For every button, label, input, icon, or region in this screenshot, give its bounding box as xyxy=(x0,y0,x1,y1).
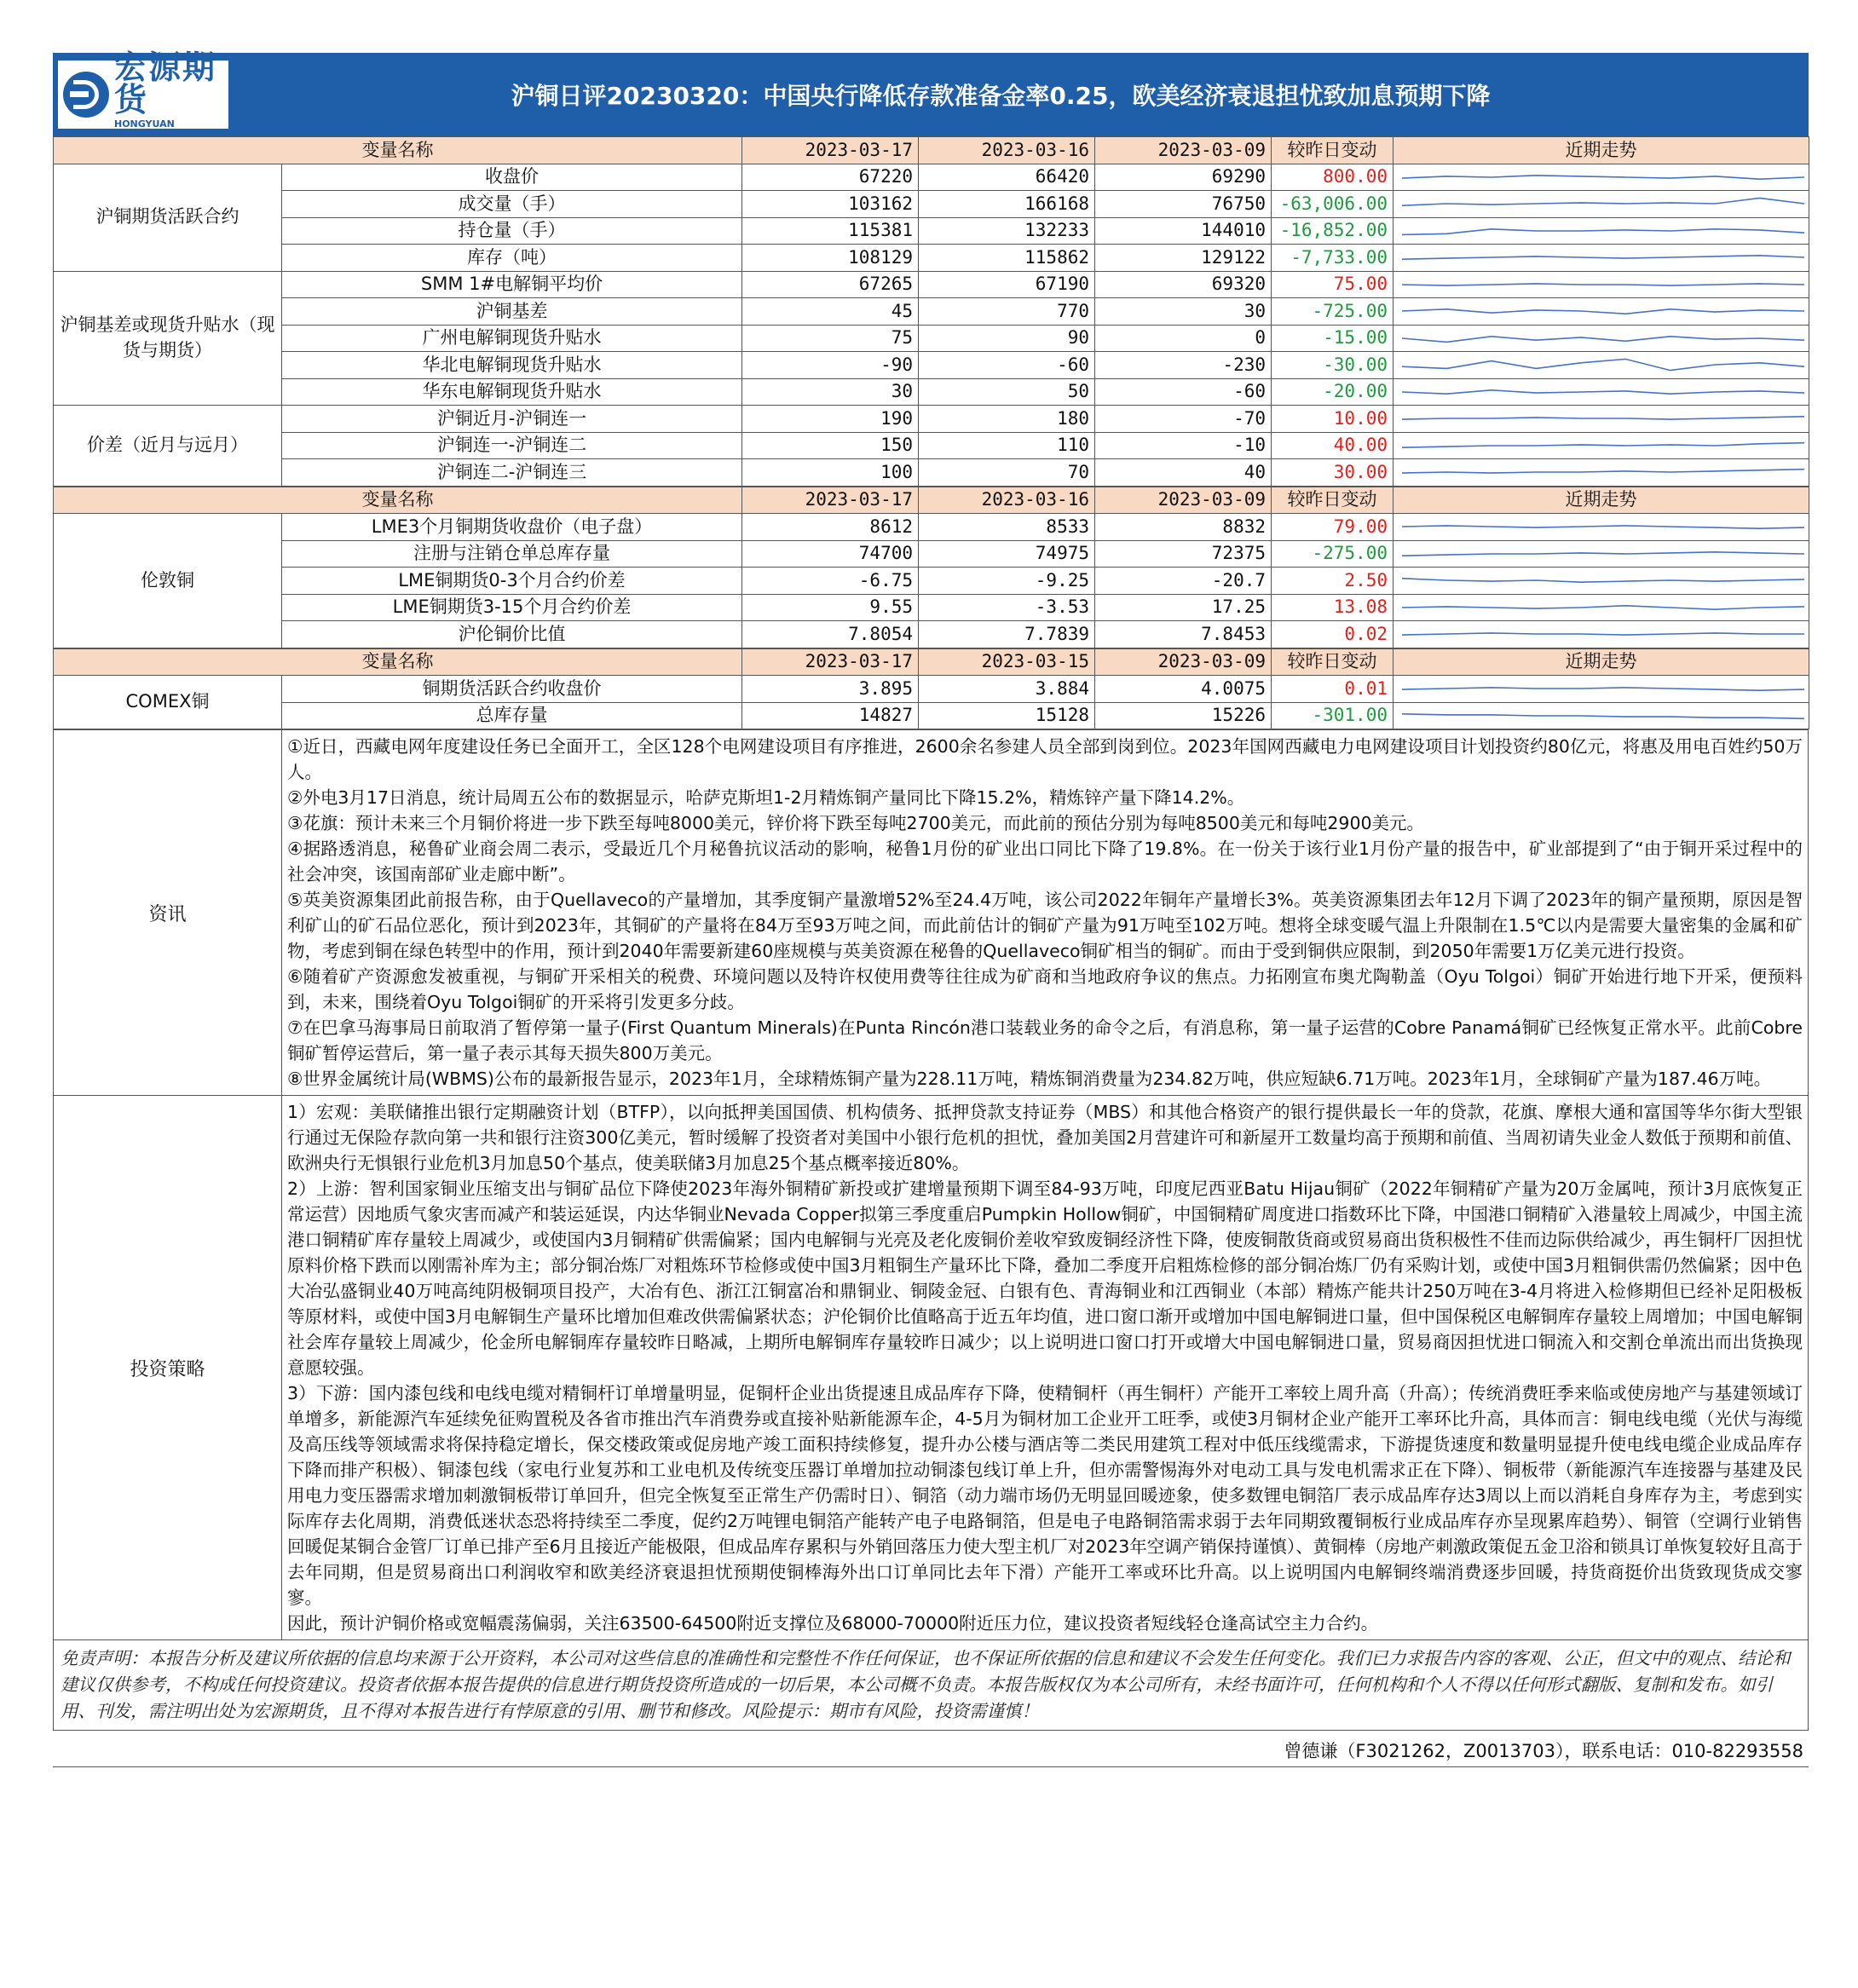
news-paragraph: ①近日，西藏电网年度建设任务已全面开工，全区128个电网建设项目有序推进，2600余名参建人员全部到岗到位。2023年国网西藏电力电网建设项目计划投资约80亿元，将惠及用电百姓约50万人。 xyxy=(287,736,1803,782)
variable-name: 铜期货活跃合约收盘价 xyxy=(282,676,742,703)
sparkline-svg xyxy=(1399,219,1808,243)
variable-name: 总库存量 xyxy=(282,702,742,729)
sparkline-line xyxy=(1402,552,1804,556)
variable-name: 沪铜连二-沪铜连三 xyxy=(282,459,742,487)
value-cell: 129122 xyxy=(1095,245,1272,272)
sparkline-svg xyxy=(1399,460,1808,484)
value-cell: 100 xyxy=(742,459,919,487)
change-cell: 40.00 xyxy=(1272,432,1394,459)
column-header-date: 2023-03-15 xyxy=(919,648,1095,676)
table-row xyxy=(54,594,1809,621)
column-header-date: 2023-03-09 xyxy=(1095,137,1272,164)
sparkline-svg xyxy=(1399,245,1808,269)
value-cell: 180 xyxy=(919,406,1095,433)
value-cell: 69290 xyxy=(1095,164,1272,191)
trend-sparkline xyxy=(1394,217,1809,245)
trend-sparkline xyxy=(1394,676,1809,703)
news-paragraph: ③花旗：预计未来三个月铜价将进一步下跌至每吨8000美元，锌价将下跌至每吨2700美元，而此前的预估分别为每吨8500美元和每吨2900美元。 xyxy=(287,813,1425,833)
logo-icon xyxy=(63,72,109,118)
value-cell: 166168 xyxy=(919,191,1095,218)
column-header-trend: 近期走势 xyxy=(1394,137,1809,164)
news-paragraph: ④据路透消息，秘鲁矿业商会周二表示，受最近几个月秘鲁抗议活动的影响，秘鲁1月份的矿业出口同比下降了19.8%。在一份关于该行业1月份产量的报告中，矿业部提到了“由于铜开采过程中的社会冲突，该国南部矿业走廊中断”。 xyxy=(287,838,1803,885)
column-header-change: 较昨日变动 xyxy=(1272,487,1394,514)
sparkline-svg xyxy=(1399,353,1808,377)
change-cell: 800.00 xyxy=(1272,164,1394,191)
value-cell: 7.8054 xyxy=(742,621,919,648)
value-cell: -3.53 xyxy=(919,594,1095,621)
disclaimer: 免责声明：本报告分析及建议所依据的信息均来源于公开资料，本公司对这些信息的准确性和完整性不作任何保证，也不保证所依据的信息和建议不会发生任何变化。我们已力求报告内容的客观、公正，但文中的观点、结论和建议仅供参考，不构成任何投资建议。投资者依据本报告提供的信息进行期货投资所造成的一切后果，本公司概不负责。本报告版权仅为本公司所有，未经书面许可，任何机构和个人不得以任何形式翻版、复制和发布。如引用、刊发，需注明出处为宏源期货，且不得对本报告进行有悖原意的引用、删节和修改。风险提示：期市有风险，投资需谨慎！ xyxy=(53,1640,1809,1731)
group-label: 沪铜基差或现货升贴水（现货与期货） xyxy=(54,271,282,406)
report xyxy=(53,49,1809,1767)
sparkline-line xyxy=(1402,284,1804,285)
news-label: 资讯 xyxy=(54,730,282,1096)
sparkline-svg xyxy=(1399,677,1808,700)
sparkline-svg xyxy=(1399,192,1808,216)
value-cell: 67265 xyxy=(742,271,919,298)
table-row xyxy=(54,621,1809,648)
value-cell: 90 xyxy=(919,325,1095,352)
value-cell: 8533 xyxy=(919,514,1095,541)
value-cell: 103162 xyxy=(742,191,919,218)
column-header-date: 2023-03-09 xyxy=(1095,487,1272,514)
change-cell: -63,006.00 xyxy=(1272,191,1394,218)
sparkline-line xyxy=(1402,176,1804,179)
value-cell: 14827 xyxy=(742,702,919,729)
sparkline-svg xyxy=(1399,568,1808,592)
data-table xyxy=(53,648,1809,730)
sparkline-svg xyxy=(1399,165,1808,189)
table-row xyxy=(54,432,1809,459)
column-header-date: 2023-03-17 xyxy=(742,648,919,676)
value-cell: 4.0075 xyxy=(1095,676,1272,703)
column-header-variable: 变量名称 xyxy=(54,648,742,676)
change-cell: 0.01 xyxy=(1272,676,1394,703)
group-label: COMEX铜 xyxy=(54,676,282,729)
trend-sparkline xyxy=(1394,702,1809,729)
value-cell: 7.8453 xyxy=(1095,621,1272,648)
value-cell: 3.895 xyxy=(742,676,919,703)
column-header-change: 较昨日变动 xyxy=(1272,648,1394,676)
news-paragraph: ⑧世界金属统计局(WBMS)公布的最新报告显示，2023年1月，全球精炼铜产量为228.11万吨，精炼铜消费量为234.82万吨，供应短缺6.71万吨。2023年1月，全球铜矿产量为187.46万吨。 xyxy=(287,1069,1772,1089)
change-cell: -30.00 xyxy=(1272,352,1394,379)
group-label: 价差（近月与远月） xyxy=(54,406,282,487)
sparkline-line xyxy=(1402,688,1804,690)
value-cell: -6.75 xyxy=(742,568,919,595)
variable-name: 沪铜近月-沪铜连一 xyxy=(282,406,742,433)
news-paragraph: ⑤英美资源集团此前报告称，由于Quellaveco的产量增加，其季度铜产量激增52%至24.4万吨，该公司2022年铜年产量增长3%。英美资源集团去年12月下调了2023年的铜产量预期，原因是智利矿山的矿石品位恶化，预计到2023年，其铜矿的产量将在84万至93万吨之间，而此前估计的铜矿产量为91万吨至102万吨。想将全球变暖气温上升限制在1.5℃以内是需要大量密集的金属和矿物，考虑到铜在绿色转型中的作用，预计到2040年需要新建60座规模与英美资源在秘鲁的Quellaveco铜矿相当的铜矿。而由于受到铜供应限制，到2050年需要1万亿美元进行投资。 xyxy=(287,890,1803,961)
table-header-row xyxy=(54,137,1809,164)
value-cell: 50 xyxy=(919,378,1095,406)
variable-name: 成交量（手） xyxy=(282,191,742,218)
value-cell: 110 xyxy=(919,432,1095,459)
column-header-date: 2023-03-16 xyxy=(919,487,1095,514)
value-cell: -60 xyxy=(1095,378,1272,406)
change-cell: 79.00 xyxy=(1272,514,1394,541)
value-cell: 30 xyxy=(1095,298,1272,326)
column-header-date: 2023-03-17 xyxy=(742,137,919,164)
change-cell: -275.00 xyxy=(1272,540,1394,568)
news-paragraph: ⑦在巴拿马海事局日前取消了暂停第一量子(First Quantum Minerals)在Punta Rincón港口装载业务的命令之后，有消息称，第一量子运营的Cobre Panamá铜矿已经恢复正常水平。此前Cobre铜矿暂停运营后，第一量子表示其每天损失800万美元。 xyxy=(287,1017,1803,1063)
sparkline-line xyxy=(1402,229,1804,235)
sparkline-line xyxy=(1402,337,1804,343)
trend-sparkline xyxy=(1394,594,1809,621)
table-header-row xyxy=(54,487,1809,514)
value-cell: 66420 xyxy=(919,164,1095,191)
table-row xyxy=(54,352,1809,379)
value-cell: 9.55 xyxy=(742,594,919,621)
value-cell: 8832 xyxy=(1095,514,1272,541)
value-cell: 190 xyxy=(742,406,919,433)
value-cell: 0 xyxy=(1095,325,1272,352)
value-cell: 115381 xyxy=(742,217,919,245)
data-table xyxy=(53,487,1809,648)
value-cell: 108129 xyxy=(742,245,919,272)
value-cell: 70 xyxy=(919,459,1095,487)
value-cell: -70 xyxy=(1095,406,1272,433)
trend-sparkline xyxy=(1394,568,1809,595)
value-cell: -90 xyxy=(742,352,919,379)
sparkline-line xyxy=(1402,442,1804,447)
value-cell: -60 xyxy=(919,352,1095,379)
sparkline-line xyxy=(1402,417,1804,419)
change-cell: -16,852.00 xyxy=(1272,217,1394,245)
variable-name: 沪伦铜价比值 xyxy=(282,621,742,648)
sparkline-line xyxy=(1402,714,1804,719)
value-cell: 67220 xyxy=(742,164,919,191)
strategy-row xyxy=(54,1096,1809,1640)
change-cell: -15.00 xyxy=(1272,325,1394,352)
value-cell: 7.7839 xyxy=(919,621,1095,648)
trend-sparkline xyxy=(1394,621,1809,648)
sparkline-line xyxy=(1402,390,1804,394)
logo-text xyxy=(114,51,223,138)
change-cell: -725.00 xyxy=(1272,298,1394,326)
sparkline-svg xyxy=(1399,596,1808,619)
value-cell: 3.884 xyxy=(919,676,1095,703)
sparkline-line xyxy=(1402,360,1804,371)
value-cell: 45 xyxy=(742,298,919,326)
table-header-row xyxy=(54,648,1809,676)
table-row xyxy=(54,378,1809,406)
strategy-paragraph: 2）上游：智利国家铜业压缩支出与铜矿品位下降使2023年海外铜精矿新投或扩建增量预期下调至84-93万吨，印度尼西亚Batu Hijau铜矿（2022年铜精矿产量为20万金属吨，预计3月底恢复正常运营）因地质气象灾害而减产和装运延误，内达华铜业Nevada Copper拟第三季度重启Pumpkin Hollow铜矿，中国铜精矿周度进口指数环比下降，中国港口铜精矿入港量较上周减少，中国主流港口铜精矿库存量较上周减少，或使国内3月铜精矿供需偏紧；国内电解铜与光亮及老化废铜价差收窄致废铜经济性下降，使废铜散货商或贸易商出货积极性不佳而边际供给减少，再生铜杆厂因担忧原料价格下跌而以刚需补库为主；部分铜冶炼厂对粗炼环节检修或使中国3月粗铜生产量环比下降，叠加二季度开启粗炼检修的部分铜冶炼厂仍有采购计划，或使中国3月粗铜供需仍然偏紧；因中色大冶弘盛铜业40万吨高纯阴极铜项目投产，大冶有色、浙江江铜富冶和鼎铜业、铜陵金冠、白银有色、青海铜业和江西铜业（本部）精炼产能共计250万吨在3-4月将进入检修期但已经补足阳极板等原材料，或使中国3月电解铜生产量环比增加但难改供需偏紧状态；沪伦铜价比值略高于近五年均值，进口窗口渐开或增加中国电解铜进口量，但中国保税区电解铜库存量较上周增加；中国电解铜社会库存量较上周减少，伦金所电解铜库存量较昨日略减，上期所电解铜库存量较昨日减少；以上说明进口窗口打开或增大中国电解铜进口量，贸易商因担忧进口铜流入和交割仓单流出而出货换现意愿较强。 xyxy=(287,1178,1803,1378)
sparkline-svg xyxy=(1399,326,1808,350)
change-cell: 2.50 xyxy=(1272,568,1394,595)
text-table xyxy=(53,729,1809,1640)
value-cell: 132233 xyxy=(919,217,1095,245)
change-cell: 30.00 xyxy=(1272,459,1394,487)
trend-sparkline xyxy=(1394,164,1809,191)
news-paragraph: ⑥随着矿产资源愈发被重视，与铜矿开采相关的税费、环境问题以及特许权使用费等往往成为矿商和当地政府争议的焦点。力拓刚宣布奥尤陶勒盖（Oyu Tolgoi）铜矿开始进行地下开采，便预料到，未来，围绕着Oyu Tolgoi铜矿的开采将引发更多分歧。 xyxy=(287,966,1803,1012)
value-cell: 15226 xyxy=(1095,702,1272,729)
logo-en: HONGYUAN FUTURES xyxy=(114,118,175,139)
value-cell: 74700 xyxy=(742,540,919,568)
value-cell: 115862 xyxy=(919,245,1095,272)
variable-name: 库存（吨） xyxy=(282,245,742,272)
variable-name: 沪铜连一-沪铜连二 xyxy=(282,432,742,459)
value-cell: 76750 xyxy=(1095,191,1272,218)
sparkline-svg xyxy=(1399,434,1808,458)
news-row xyxy=(54,730,1809,1096)
column-header-change: 较昨日变动 xyxy=(1272,137,1394,164)
value-cell: 15128 xyxy=(919,702,1095,729)
group-label: 沪铜期货活跃合约 xyxy=(54,164,282,271)
variable-name: 华北电解铜现货升贴水 xyxy=(282,352,742,379)
value-cell: 8612 xyxy=(742,514,919,541)
strategy-paragraph: 3）下游：国内漆包线和电线电缆对精铜杆订单增量明显，促铜杆企业出货提速且成品库存下降，使精铜杆（再生铜杆）产能开工率较上周升高（升高）；传统消费旺季来临或使房地产与基建领域订单增多，新能源汽车延续免征购置税及各省市推出汽车消费券或直接补贴新能源车企，4-5月为铜材加工企业开工旺季，或使3月铜材企业产能开工率环比升高，具体而言：铜电线电缆（光伏与海缆及高压线等领域需求将保持稳定增长，保交楼政策或促房地产竣工面积持续修复，提升办公楼与酒店等二类民用建筑工程对中低压线缆需求，下游提货速度和数量明显提升使电线电缆企业成品库存下降而排产积极）、铜漆包线（家电行业复苏和工业电机及传统变压器订单增加拉动铜漆包线订单上升，但亦需警惕海外对电动工具与发电机需求正在下降）、铜板带（新能源汽车连接器与基建及民用电力变压器需求增加刺激铜板带订单回升，但完全恢复至正常生产仍需时日）、铜箔（动力端市场仍无明显回暖迹象，使多数锂电铜箔厂表示成品库存达3周以上而以消耗自身库存为主，考虑到实际库存去化周期，消费低迷状态恐将持续至二季度，促约2万吨锂电铜箔产能转产电子电路铜箔，但是电子电路铜箔需求弱于去年同期致覆铜板行业成品库存亦呈现累库趋势）、铜管（空调行业销售回暖促某铜合金管厂订单已排产至6月且接近产能极限，但成品库存累积与外销回落压力使大型主机厂对2023年空调产销保持谨慎）、黄铜棒（房地产刺激政策促五金卫浴和锁具订单恢复较好且高于去年同期，但是贸易商出口利润收窄和欧美经济衰退担忧预期使铜棒海外出口订单同比去年下滑）产能开工率或环比升高。以上说明国内电解铜终端消费逐步回暖，持货商挺价出货致现货成交寥寥。 xyxy=(287,1383,1803,1608)
value-cell: -9.25 xyxy=(919,568,1095,595)
company-logo xyxy=(58,49,228,139)
variable-name: LME铜期货0-3个月合约价差 xyxy=(282,568,742,595)
value-cell: -20.7 xyxy=(1095,568,1272,595)
value-cell: 74975 xyxy=(919,540,1095,568)
sparkline-line xyxy=(1402,309,1804,314)
sparkline-line xyxy=(1402,606,1804,609)
trend-sparkline xyxy=(1394,540,1809,568)
table-row xyxy=(54,164,1809,191)
change-cell: -20.00 xyxy=(1272,378,1394,406)
value-cell: 75 xyxy=(742,325,919,352)
report-header xyxy=(53,49,1809,139)
variable-name: LME铜期货3-15个月合约价差 xyxy=(282,594,742,621)
sparkline-svg xyxy=(1399,622,1808,646)
trend-sparkline xyxy=(1394,378,1809,406)
value-cell: -10 xyxy=(1095,432,1272,459)
trend-sparkline xyxy=(1394,325,1809,352)
logo-cn: 宏源期货 xyxy=(114,49,217,118)
trend-sparkline xyxy=(1394,459,1809,487)
data-table xyxy=(53,136,1809,487)
variable-name: 持仓量（手） xyxy=(282,217,742,245)
column-header-trend: 近期走势 xyxy=(1394,487,1809,514)
sparkline-line xyxy=(1402,579,1804,582)
sparkline-line xyxy=(1402,526,1804,528)
group-label: 伦敦铜 xyxy=(54,514,282,648)
news-paragraph: ②外电3月17日消息，统计局周五公布的数据显示，哈萨克斯坦1-2月精炼铜产量同比下降15.2%，精炼锌产量下降14.2%。 xyxy=(287,787,1245,808)
variable-name: 华东电解铜现货升贴水 xyxy=(282,378,742,406)
table-row xyxy=(54,568,1809,595)
variable-name: 注册与注销仓单总库存量 xyxy=(282,540,742,568)
value-cell: 17.25 xyxy=(1095,594,1272,621)
column-header-variable: 变量名称 xyxy=(54,137,742,164)
sparkline-svg xyxy=(1399,515,1808,539)
sparkline-svg xyxy=(1399,299,1808,323)
change-cell: -301.00 xyxy=(1272,702,1394,729)
table-row xyxy=(54,325,1809,352)
table-row xyxy=(54,298,1809,326)
value-cell: -230 xyxy=(1095,352,1272,379)
sparkline-line xyxy=(1402,199,1804,206)
column-header-date: 2023-03-17 xyxy=(742,487,919,514)
table-row xyxy=(54,702,1809,729)
variable-name: SMM 1#电解铜平均价 xyxy=(282,271,742,298)
column-header-variable: 变量名称 xyxy=(54,487,742,514)
value-cell: 30 xyxy=(742,378,919,406)
value-cell: 69320 xyxy=(1095,271,1272,298)
table-row xyxy=(54,245,1809,272)
trend-sparkline xyxy=(1394,432,1809,459)
sparkline-line xyxy=(1402,633,1804,635)
value-cell: 72375 xyxy=(1095,540,1272,568)
trend-sparkline xyxy=(1394,352,1809,379)
news-body xyxy=(282,730,1809,1096)
column-header-trend: 近期走势 xyxy=(1394,648,1809,676)
sparkline-svg xyxy=(1399,406,1808,430)
change-cell: 13.08 xyxy=(1272,594,1394,621)
value-cell: 770 xyxy=(919,298,1095,326)
sparkline-svg xyxy=(1399,380,1808,404)
variable-name: 广州电解铜现货升贴水 xyxy=(282,325,742,352)
sparkline-line xyxy=(1402,256,1804,259)
strategy-paragraph: 1）宏观：美联储推出银行定期融资计划（BTFP），以向抵押美国国债、机构债务、抵押贷款支持证券（MBS）和其他合格资产的银行提供最长一年的贷款，花旗、摩根大通和富国等华尔街大型银行通过无保险存款向第一共和银行注资300亿美元，暂时缓解了投资者对美国中小银行危机的担忧，叠加美国2月营建许可和新屋开工数量均高于预期和前值、当周初请失业金人数低于预期和前值、欧洲央行无惧银行业危机3月加息50个基点，使美联储3月加息25个基点概率接近80%。 xyxy=(287,1102,1803,1173)
table-row xyxy=(54,459,1809,487)
value-cell: 150 xyxy=(742,432,919,459)
analyst-contact: 曾德谦（F3021262，Z0013703），联系电话：010-82293558 xyxy=(53,1731,1809,1767)
sparkline-line xyxy=(1402,470,1804,473)
strategy-label: 投资策略 xyxy=(54,1096,282,1640)
change-cell: 75.00 xyxy=(1272,271,1394,298)
report-title: 沪铜日评20230320：中国央行降低存款准备金率0.25，欧美经济衰退担忧致加息预期下降 xyxy=(511,82,1491,110)
strategy-paragraph: 因此，预计沪铜价格或宽幅震荡偏弱，关注63500-64500附近支撑位及68000-70000附近压力位，建议投资者短线轻仓逢高试空主力合约。 xyxy=(287,1613,1379,1634)
variable-name: 收盘价 xyxy=(282,164,742,191)
column-header-date: 2023-03-16 xyxy=(919,137,1095,164)
trend-sparkline xyxy=(1394,298,1809,326)
table-row xyxy=(54,406,1809,433)
trend-sparkline xyxy=(1394,406,1809,433)
table-row xyxy=(54,217,1809,245)
change-cell: -7,733.00 xyxy=(1272,245,1394,272)
trend-sparkline xyxy=(1394,245,1809,272)
value-cell: 144010 xyxy=(1095,217,1272,245)
value-cell: 40 xyxy=(1095,459,1272,487)
trend-sparkline xyxy=(1394,191,1809,218)
trend-sparkline xyxy=(1394,514,1809,541)
data-tables xyxy=(53,136,1809,729)
variable-name: LME3个月铜期货收盘价（电子盘） xyxy=(282,514,742,541)
value-cell: 67190 xyxy=(919,271,1095,298)
column-header-date: 2023-03-09 xyxy=(1095,648,1272,676)
table-row xyxy=(54,191,1809,218)
change-cell: 0.02 xyxy=(1272,621,1394,648)
table-row xyxy=(54,271,1809,298)
change-cell: 10.00 xyxy=(1272,406,1394,433)
table-row xyxy=(54,676,1809,703)
sparkline-svg xyxy=(1399,542,1808,566)
trend-sparkline xyxy=(1394,271,1809,298)
table-row xyxy=(54,514,1809,541)
table-row xyxy=(54,540,1809,568)
strategy-body xyxy=(282,1096,1809,1640)
sparkline-svg xyxy=(1399,273,1808,297)
sparkline-svg xyxy=(1399,704,1808,728)
variable-name: 沪铜基差 xyxy=(282,298,742,326)
